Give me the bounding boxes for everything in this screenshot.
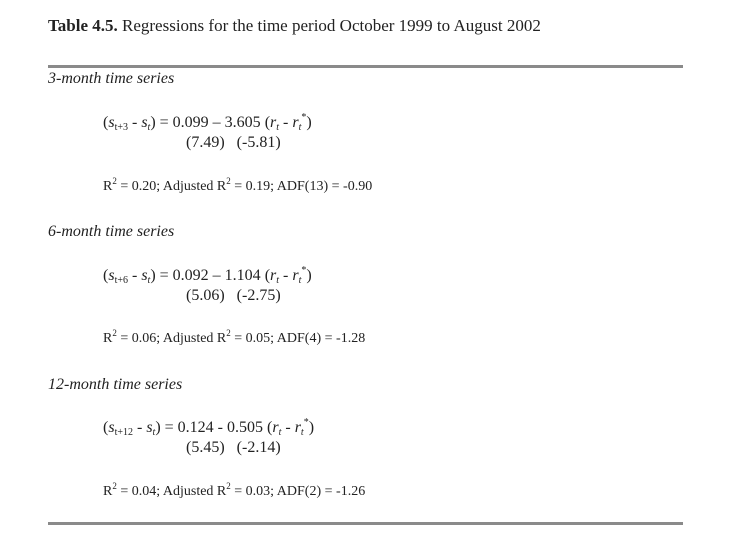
- fit-statistics: $R^2 = 0.04$; Adjusted $R^2 = 0.03$; ADF(2) = -1.26: [103, 481, 366, 499]
- fit-statistics: $R^2 = 0.06$; Adjusted $R^2 = 0.05$; ADF(4) = -1.28: [103, 328, 366, 346]
- dep-subscript: t+12: [114, 427, 133, 438]
- standard-errors: [186, 439, 281, 457]
- se-intercept: (7.49): [186, 134, 225, 151]
- section-heading: 3-month time series: [48, 70, 175, 87]
- section-heading: 12-month time series: [48, 376, 183, 393]
- adj-r2-value: 0.05: [245, 331, 271, 346]
- equation-rhs: = 0.099 – 3.605: [159, 114, 261, 131]
- r2-value: 0.20: [131, 179, 157, 194]
- se-slope: (-5.81): [236, 134, 281, 151]
- se-slope: (-2.75): [236, 287, 281, 304]
- adf-lag: 4: [309, 331, 317, 346]
- se-intercept: (5.45): [186, 439, 225, 456]
- se-intercept: (5.06): [186, 287, 225, 304]
- adj-r2-value: 0.03: [245, 484, 271, 499]
- standard-errors: [186, 134, 281, 152]
- dep-subscript: t+6: [114, 275, 128, 286]
- fit-statistics: $R^2 = 0.20$; Adjusted $R^2 = 0.19$; ADF(13) = -0.90: [103, 176, 373, 194]
- dep-subscript: t+3: [114, 122, 128, 133]
- adf-value: -1.28: [336, 331, 366, 346]
- standard-errors: [186, 287, 281, 305]
- adf-value: -0.90: [343, 179, 373, 194]
- bottom-rule: [48, 522, 683, 525]
- r2-value: 0.06: [131, 331, 157, 346]
- table-title-text: Regressions for the time period October 1999 to August 2002: [122, 16, 541, 35]
- table-label: Table 4.5.: [48, 16, 118, 35]
- regression-equation: $(s_{t+3} - s_t) = 0.099 - 3.605$ $(r_t - r_t^*)$: [103, 112, 312, 133]
- regression-equation: $(s_{t+6} - s_t) = 0.092 - 1.104$ $(r_t - r_t^*)$: [103, 265, 312, 286]
- top-rule: [48, 65, 683, 68]
- adf-lag: 2: [309, 484, 317, 499]
- regression-equation: $(s_{t+12} - s_t) = 0.124 - 0.505$ $(r_t - r_t^*)$: [103, 417, 315, 438]
- adf-lag: 13: [309, 179, 324, 194]
- se-slope: (-2.14): [236, 439, 281, 456]
- equation-rhs: = 0.124 - 0.505: [164, 419, 264, 436]
- table-title: [48, 16, 541, 36]
- r2-value: 0.04: [131, 484, 157, 499]
- adf-value: -1.26: [336, 484, 366, 499]
- adj-r2-value: 0.19: [245, 179, 271, 194]
- equation-rhs: = 0.092 – 1.104: [159, 267, 261, 284]
- section-heading: 6-month time series: [48, 223, 175, 240]
